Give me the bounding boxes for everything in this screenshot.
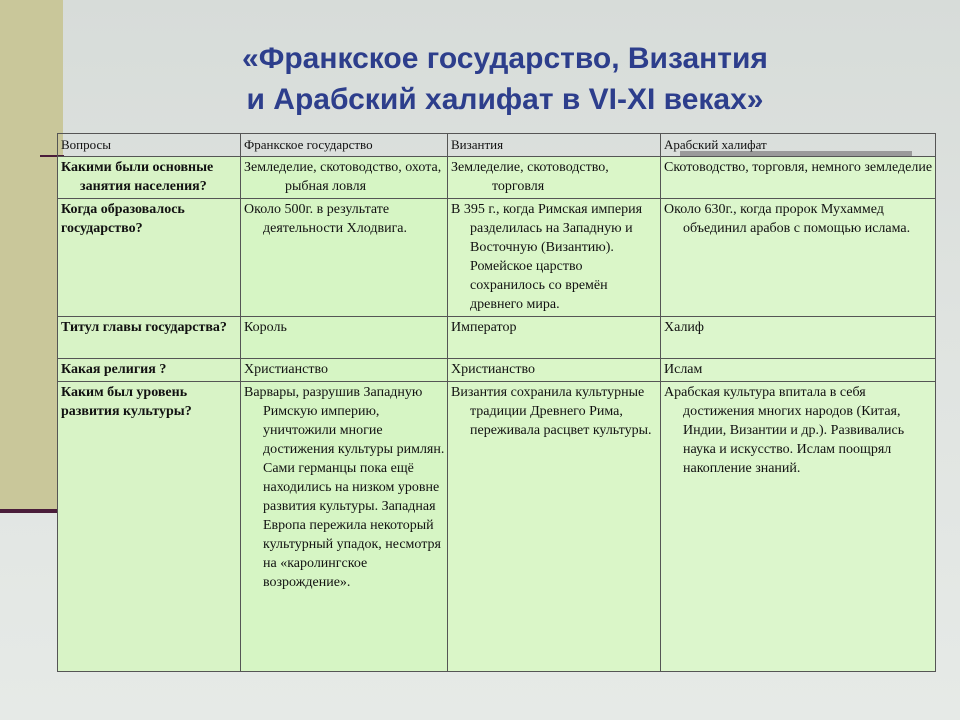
title-line: и Арабский халифат в VI-XI веках» (246, 83, 764, 116)
table-cell: Ислам (661, 359, 936, 382)
decorative-left-band (0, 0, 63, 512)
table-cell: Земледелие, скотоводство, торговля (448, 157, 661, 199)
question-cell: Какая религия ? (58, 359, 241, 382)
slide-title (150, 38, 860, 120)
table-cell: Император (448, 317, 661, 359)
table-row (58, 317, 936, 359)
table-header-row (58, 134, 936, 157)
table-cell: Арабская культура впитала в себя достижения многих народов (Китая, Индии, Византии и др.). Развивались наука и искусство. Ислам поощрял накопление знаний. (661, 382, 936, 672)
table-cell: В 395 г., когда Римская империя разделилась на Западную и Восточную (Византию). Ромейское царство сохранилось со времён древнего мира. (448, 199, 661, 317)
table-cell: Халиф (661, 317, 936, 359)
question-cell: Титул главы государства? (58, 317, 241, 359)
question-cell: Каким был уровень развития культуры? (58, 382, 241, 672)
comparison-table (57, 133, 936, 672)
table-cell: Византия сохранила культурные традиции Древнего Рима, переживала расцвет культуры. (448, 382, 661, 672)
header-cell: Арабский халифат (661, 134, 936, 157)
question-cell: Какими были основные занятия населения? (58, 157, 241, 199)
table-row (58, 199, 936, 317)
table-row (58, 382, 936, 672)
header-cell: Франкское государство (241, 134, 448, 157)
table-cell: Около 500г. в результате деятельности Хлодвига. (241, 199, 448, 317)
table-row (58, 359, 936, 382)
table-cell: Варвары, разрушив Западную Римскую империю, уничтожили многие достижения культуры римлян. Сами германцы пока ещё находились на низком уровне развития культуры. Западная Европа пережила некоторый культурный упадок, несмотря на «каролингское возрождение». (241, 382, 448, 672)
table-cell: Христианство (448, 359, 661, 382)
table-row (58, 157, 936, 199)
header-cell: Вопросы (58, 134, 241, 157)
header-cell: Византия (448, 134, 661, 157)
table-cell: Земледелие, скотоводство, охота, рыбная ловля (241, 157, 448, 199)
title-line: «Франкское государство, Византия (242, 42, 768, 75)
table-cell: Христианство (241, 359, 448, 382)
question-cell: Когда образовалось государство? (58, 199, 241, 317)
table-cell: Скотоводство, торговля, немного земледелие (661, 157, 936, 199)
table-cell: Король (241, 317, 448, 359)
decorative-rule (0, 509, 64, 513)
table-cell: Около 630г., когда пророк Мухаммед объединил арабов с помощью ислама. (661, 199, 936, 317)
